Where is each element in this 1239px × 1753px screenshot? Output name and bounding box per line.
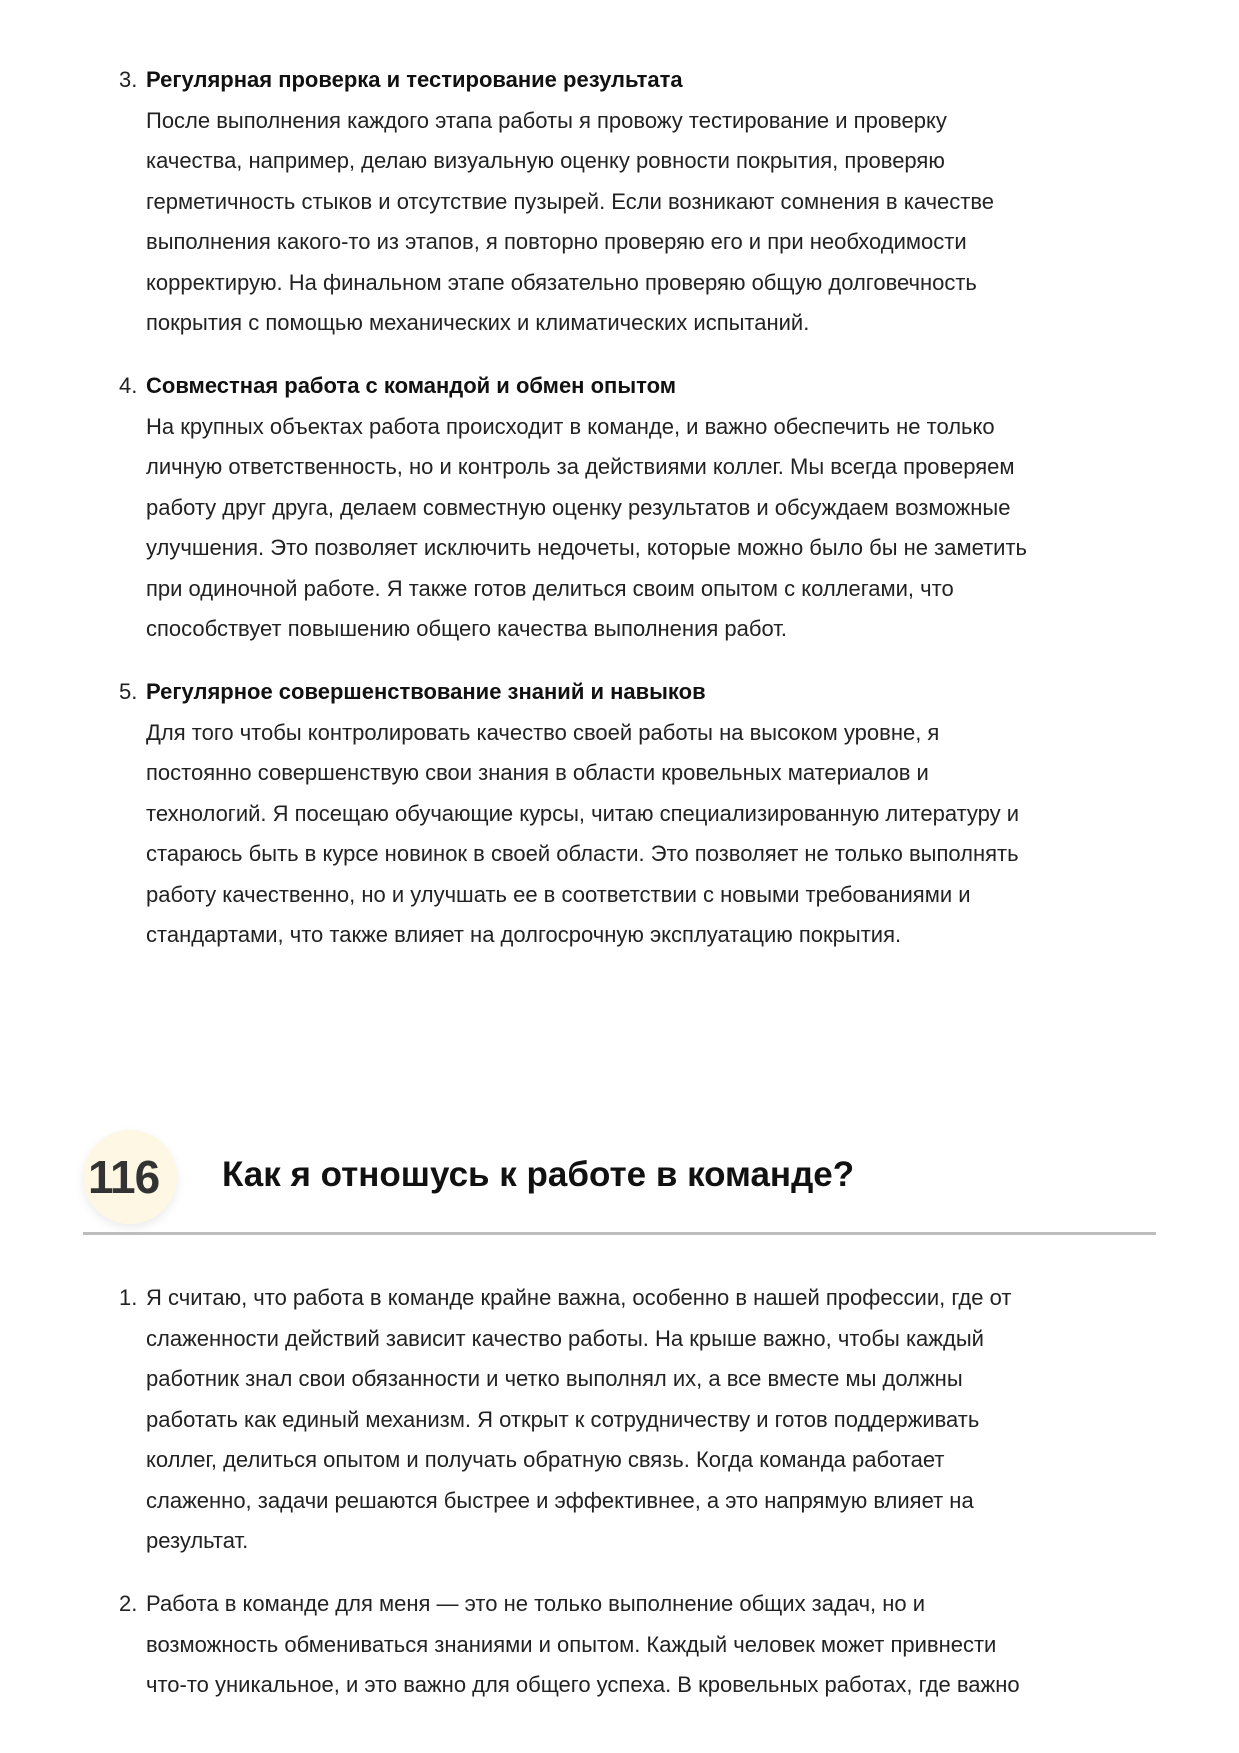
paragraph-line: работу качественно, но и улучшать ее в соответствии с новыми требованиями и (146, 881, 971, 907)
paragraph-line: результат. (146, 1528, 249, 1553)
paragraph-line: Для того чтобы контролировать качество своей работы на высоком уровне, я (146, 719, 940, 745)
paragraph-line: Я считаю, что работа в команде крайне важна, особенно в нашей профессии, где от (146, 1285, 1012, 1310)
list-item-title: Регулярная проверка и тестирование результата (146, 67, 683, 92)
paragraph-line: корректирую. На финальном этапе обязательно проверяю общую долговечность (146, 269, 977, 295)
paragraph-line: После выполнения каждого этапа работы я провожу тестирование и проверку (146, 107, 947, 133)
paragraph-line: работу друг друга, делаем совместную оценку результатов и обсуждаем возможные (146, 494, 1011, 520)
paragraph-line: стандартами, что также влияет на долгосрочную эксплуатацию покрытия. (146, 922, 902, 947)
paragraph-line: при одиночной работе. Я также готов делиться своим опытом с коллегами, что (146, 575, 954, 601)
paragraph-line: слаженно, задачи решаются быстрее и эффективнее, а это напрямую влияет на (146, 1487, 974, 1513)
paragraph-line: личную ответственность, но и контроль за действиями коллег. Мы всегда проверяем (146, 454, 1015, 479)
paragraph-line: работать как единый механизм. Я открыт к сотрудничеству и готов поддерживать (146, 1406, 980, 1432)
paragraph-line: улучшения. Это позволяет исключить недочеты, которые можно было бы не заметить (146, 535, 1028, 560)
paragraph-line: герметичность стыков и отсутствие пузырей. Если возникают сомнения в качестве (146, 188, 995, 214)
list-item-number: 5. (119, 679, 138, 704)
list-item-title: Регулярное совершенствование знаний и навыков (146, 679, 706, 704)
paragraph-line: постоянно совершенствую свои знания в области кровельных материалов и (146, 760, 929, 785)
question-number: 116 (88, 1151, 160, 1203)
paragraph-line: выполнения какого-то из этапов, я повторно проверяю его и при необходимости (146, 229, 967, 254)
paragraph-line: стараюсь быть в курсе новинок в своей области. Это позволяет не только выполнять (146, 841, 1019, 866)
list-item-number: 2. (119, 1591, 138, 1616)
paragraph-line: работник знал свои обязанности и четко выполнял их, а все вместе мы должны (146, 1366, 963, 1391)
list-item (119, 672, 1166, 956)
list-item-number: 3. (119, 67, 138, 92)
paragraph-line: возможность обмениваться знаниями и опытом. Каждый человек может привнести (146, 1631, 997, 1657)
list-item-title: Совместная работа с командой и обмен опытом (146, 373, 677, 398)
paragraph-line: На крупных объектах работа происходит в команде, и важно обеспечить не только (146, 413, 995, 439)
paragraph-line: качества, например, делаю визуальную оценку ровности покрытия, проверяю (146, 148, 945, 173)
paragraph-line: коллег, делиться опытом и получать обратную связь. Когда команда работает (146, 1447, 945, 1472)
list-item (119, 60, 1166, 344)
paragraph-line: Работа в команде для меня — это не только выполнение общих задач, но и (146, 1591, 926, 1616)
question-title: Как я отношусь к работе в команде? (222, 1155, 855, 1194)
list-item (119, 366, 1166, 650)
list-item-number: 1. (119, 1285, 138, 1310)
paragraph-line: покрытия с помощью механических и климатических испытаний. (146, 310, 810, 335)
paragraph-line: способствует повышению общего качества выполнения работ. (146, 616, 787, 641)
list-item (119, 1584, 1166, 1706)
paragraph-line: технологий. Я посещаю обучающие курсы, читаю специализированную литературу и (146, 800, 1020, 826)
paragraph-line: слаженности действий зависит качество работы. На крыше важно, чтобы каждый (146, 1325, 984, 1351)
paragraph-line: что-то уникальное, и это важно для общего успеха. В кровельных работах, где важно (146, 1672, 1020, 1697)
divider (83, 1232, 1156, 1235)
list-item (119, 1278, 1166, 1562)
list-item-number: 4. (119, 373, 138, 398)
